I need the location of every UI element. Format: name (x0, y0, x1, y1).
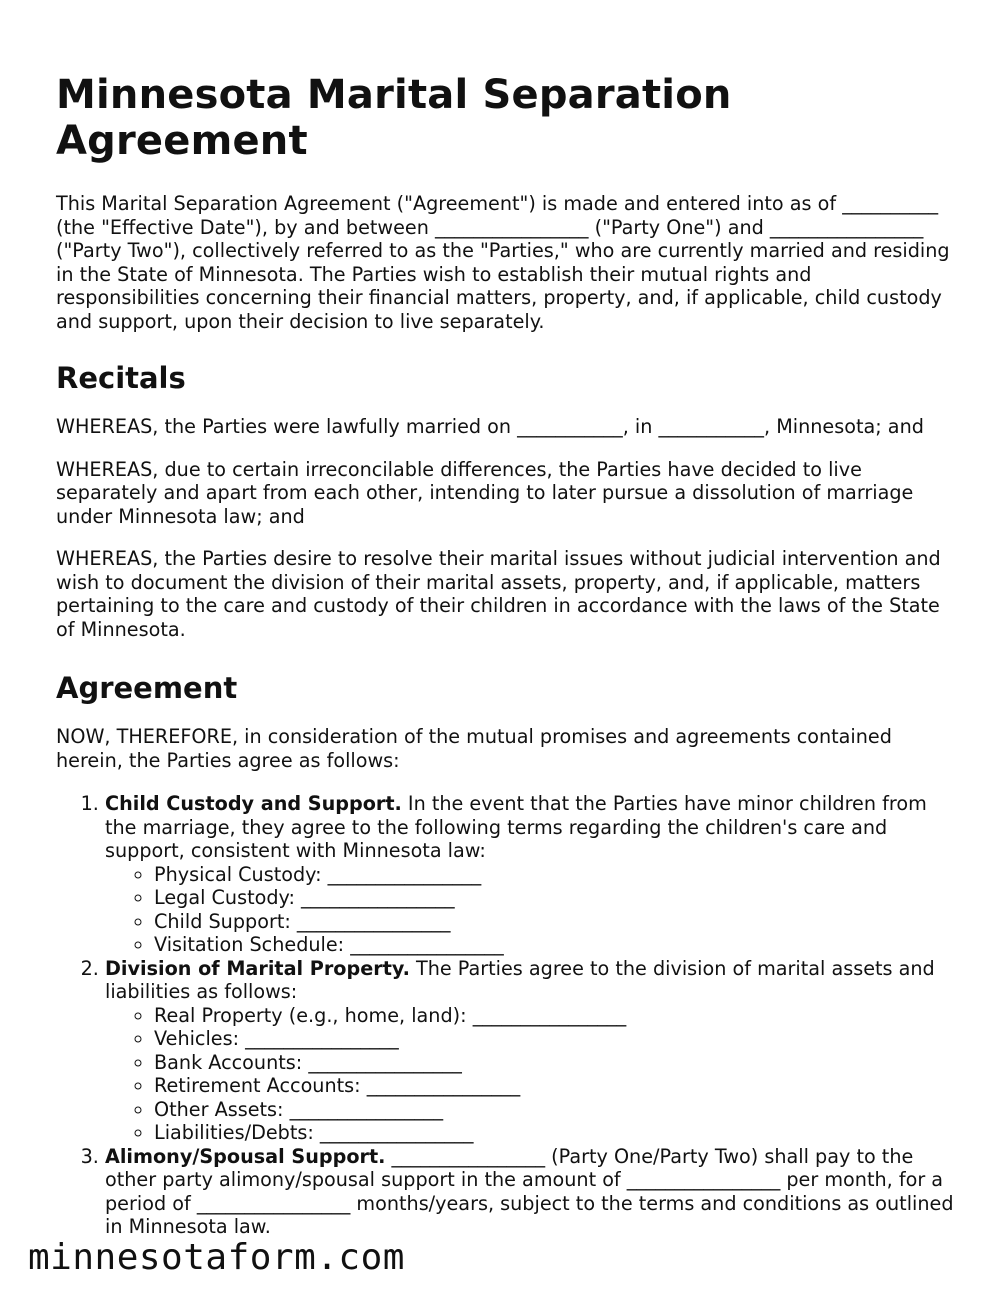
term-child-custody (105, 792, 956, 957)
term-text: In the event that the Parties have minor children from the marriage, they agree to the following terms regarding the children's care and support, consistent with Minnesota law: (105, 792, 927, 862)
recital-paragraph: WHEREAS, the Parties desire to resolve their marital issues without judicial intervention and wish to document the division of their marital assets, property, and, if applicable, matters pertaining to the care and custody of their children in accordance with the laws of the State of Minnesota. (56, 547, 941, 641)
recitals-heading: Recitals (56, 361, 186, 395)
list-item: ◦ Child Support: ________________ (154, 910, 956, 934)
list-item: ◦ Vehicles: ________________ (154, 1027, 956, 1051)
agreement-heading: Agreement (56, 671, 238, 705)
list-item: ◦ Liabilities/Debts: ________________ (154, 1121, 956, 1145)
list-item: ◦ Real Property (e.g., home, land): ________________ (154, 1004, 956, 1028)
list-item: ◦ Other Assets: ________________ (154, 1098, 956, 1122)
term-text: The Parties agree to the division of marital assets and liabilities as follows: (105, 956, 935, 1003)
list-item: ◦ Legal Custody: ________________ (154, 886, 956, 910)
recital-paragraph: WHEREAS, due to certain irreconcilable differences, the Parties have decided to live separately and apart from each other, intending to later pursue a dissolution of marriage under Minnesota law; and (56, 457, 914, 528)
property-fields (105, 1004, 956, 1145)
list-item: ◦ Retirement Accounts: ________________ (154, 1074, 956, 1098)
list-item: ◦ Physical Custody: ________________ (154, 863, 956, 887)
list-item: ◦ Bank Accounts: ________________ (154, 1051, 956, 1075)
term-label: Child Custody and Support. (105, 792, 402, 815)
page-title: Minnesota Marital Separation Agreement (56, 72, 732, 164)
intro-paragraph: This Marital Separation Agreement ("Agreement") is made and entered into as of __________ (the "Effective Date"), by and between ________________ ("Party One") and ________________ ("Party Two"), collectively referred to as the "Parties," who are currently married and residing in the State of Minnesota. The Parties wish to establish their mutual rights and responsibilities concerning their financial matters, property, and, if applicable, child custody and support, upon their decision to live separately. (56, 192, 950, 333)
term-label: Division of Marital Property. (105, 956, 410, 980)
term-alimony (105, 1145, 956, 1239)
agreement-intro: NOW, THEREFORE, in consideration of the mutual promises and agreements contained herein, the Parties agree as follows: (56, 725, 892, 772)
term-property-division (105, 957, 956, 1145)
recital-paragraph: WHEREAS, the Parties were lawfully married on ___________, in ___________, Minnesota; and (56, 415, 924, 438)
term-text: ________________ (Party One/Party Two) shall pay to the other party alimony/spousal support in the amount of ________________ per month, for a period of ________________ months/years, subject to the terms and conditions as outlined in Minnesota law. (105, 1144, 954, 1238)
site-watermark: minnesotaform.com (28, 1237, 405, 1278)
list-item: ◦ Visitation Schedule: ________________ (154, 933, 956, 957)
document-page (56, 0, 956, 1239)
agreement-terms-list (56, 792, 956, 1239)
child-custody-fields (105, 863, 956, 957)
term-label: Alimony/Spousal Support. (105, 1144, 386, 1168)
